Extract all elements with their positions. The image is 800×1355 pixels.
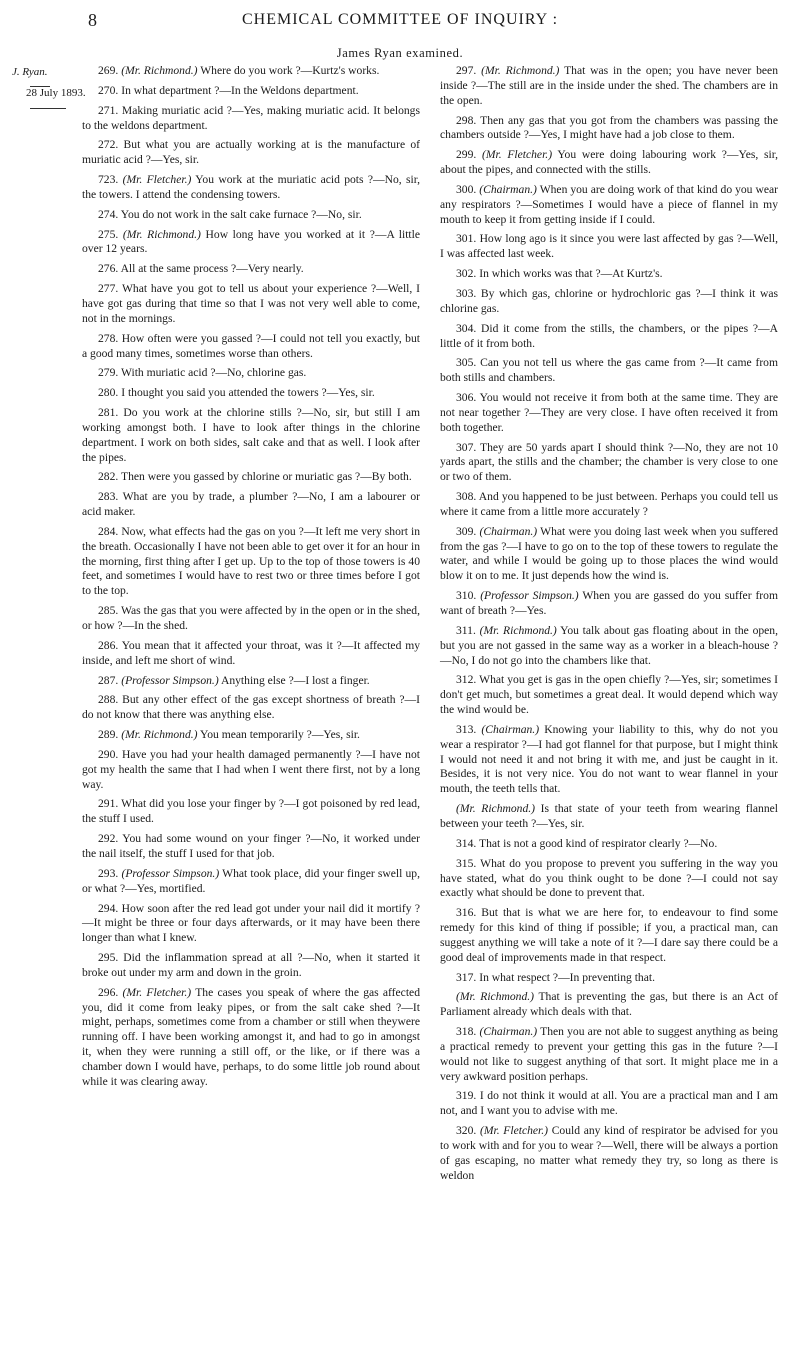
testimony-paragraph [440, 802, 778, 832]
question-number: 313. [456, 722, 477, 736]
testimony-text: They are 50 yards apart I should think ?—No, they are not 10 yards apart, the stills and the chamber; the chamber is very close to one or two of them. [440, 440, 778, 484]
question-number: 282. [98, 470, 119, 484]
testimony-text: By which gas, chlorine or hydrochloric gas ?—I think it was chlorine gas. [440, 286, 778, 315]
question-number: 304. [456, 321, 477, 335]
question-number: 305. [456, 356, 477, 370]
testimony-text: You had some wound on your finger ?—No, it worked under the nail itself, the stuff I used for that job. [82, 832, 421, 860]
question-number: 277. [98, 282, 119, 296]
running-title: CHEMICAL COMMITTEE OF INQUIRY : [241, 11, 559, 28]
question-number: 281. [98, 406, 119, 420]
testimony-paragraph [82, 173, 420, 203]
testimony-text: You mean that it affected your throat, was it ?—It affected my inside, and left me short of wind. [82, 638, 421, 667]
testimony-text: In which works was that ?—At Kurtz's. [479, 267, 663, 281]
question-number: 315. [456, 856, 477, 870]
testimony-paragraph [440, 906, 778, 965]
testimony-text: And you happened to be just between. Perhaps you could tell us where it came from a little more accurately ? [440, 490, 778, 518]
speaker: (Mr. Richmond.) [122, 227, 201, 241]
testimony-text: You do not work in the salt cake furnace ?—No, sir. [120, 207, 362, 221]
question-number: 270. [98, 83, 119, 97]
testimony-text: What took place, did your finger swell up, or what ?—Yes, mortified. [82, 866, 420, 895]
testimony-paragraph [82, 84, 420, 99]
testimony-paragraph [440, 589, 778, 619]
testimony-paragraph [82, 104, 420, 134]
testimony-text: Where do you work ?—Kurtz's works. [200, 64, 380, 77]
question-number: 278. [98, 331, 119, 345]
question-number: 286. [98, 638, 119, 652]
question-number: 319. [456, 1089, 477, 1103]
testimony-text: That is not a good kind of respirator clearly ?—No. [479, 836, 718, 850]
question-number: 297. [456, 64, 477, 77]
question-number: 295. [98, 951, 119, 965]
testimony-text: Could any kind of respirator be advised for you to work with and for you to wear ?—Well, there will be always a portion of gas escaping, no matter what remedy they try, so long as there is weldon [440, 1124, 778, 1182]
question-number: 316. [456, 906, 477, 920]
testimony-text: Did it come from the stills, the chambers, or the pipes ?—A little of it from both. [440, 321, 778, 350]
question-number: 274. [98, 207, 119, 221]
question-number: 310. [456, 589, 477, 603]
testimony-paragraph [82, 728, 420, 743]
question-number: 289. [98, 728, 119, 742]
testimony-text: That was in the open; you have never been inside ?—The still are in the inside under the shed. The chambers are in the open. [440, 64, 778, 107]
question-number: 301. [456, 232, 477, 246]
testimony-text: Can you not tell us where the gas came from ?—It came from both stills and chambers. [440, 356, 778, 385]
testimony-text: What do you propose to prevent you suffering in the way you have stated, what do you think ought to be done ?—I could not say exactly what should be done to prevent that. [440, 856, 778, 900]
testimony-paragraph [82, 490, 420, 520]
question-number: 288. [98, 693, 119, 707]
speaker: (Chairman.) [481, 722, 540, 736]
testimony-paragraph [440, 490, 778, 520]
testimony-paragraph [440, 148, 778, 178]
speaker: (Mr. Fletcher.) [479, 1124, 549, 1138]
testimony-paragraph [82, 262, 420, 277]
testimony-paragraph [440, 114, 778, 144]
testimony-paragraph [82, 208, 420, 223]
testimony-paragraph [82, 525, 420, 599]
speaker: (Mr. Richmond.) [479, 623, 557, 637]
question-number: 312. [456, 673, 477, 687]
testimony-text: Have you had your health damaged permanently ?—I have not got my health the same that I had when I went there first, not by a long way. [82, 747, 420, 791]
question-number: 271. [98, 103, 119, 117]
testimony-paragraph [82, 951, 420, 981]
testimony-text: You were doing labouring work ?—Yes, sir, about the pipes, and connected with the stills. [440, 148, 778, 177]
speaker: (Mr. Fletcher.) [122, 985, 192, 999]
testimony-paragraph [440, 723, 778, 797]
speaker: (Professor Simpson.) [121, 866, 220, 880]
question-number: 306. [456, 391, 477, 405]
testimony-text: How long ago is it since you were last affected by gas ?—Well, I was affected last week. [440, 232, 778, 261]
testimony-paragraph [82, 470, 420, 485]
testimony-paragraph [440, 356, 778, 386]
testimony-text: How long have you worked at it ?—A little over 12 years. [82, 227, 421, 256]
testimony-paragraph [82, 282, 420, 327]
testimony-text: What you get is gas in the open chiefly ?—Yes, sir; sometimes I don't get much, but sometimes a great deal. It would depend which way the wind would be. [440, 673, 778, 717]
testimony-text: Do you work at the chlorine stills ?—No, sir, but still I am working amongst both. I have to look after things in the chlorine department. I work on both sides, salt cake and that as well. I look after the pipes. [82, 406, 420, 464]
question-number: 320. [456, 1124, 477, 1138]
testimony-paragraph [440, 971, 778, 986]
question-number: 318. [456, 1025, 477, 1039]
question-number: 275. [98, 227, 119, 241]
margin-rule [30, 108, 66, 109]
question-number: 287. [98, 673, 119, 687]
testimony-paragraph [440, 837, 778, 852]
question-number: 309. [456, 524, 477, 538]
testimony-paragraph [82, 228, 420, 258]
testimony-text: How often were you gassed ?—I could not tell you exactly, but a good many times, sometimes worse than others. [82, 331, 420, 360]
testimony-paragraph [82, 138, 420, 168]
question-number: 307. [456, 440, 477, 454]
testimony-text: You would not receive it from both at the same time. They are not near together ?—They are very close. I have often received it from both together. [440, 391, 778, 434]
question-number: 290. [98, 747, 119, 761]
testimony-paragraph [82, 332, 420, 362]
testimony-paragraph [440, 673, 778, 718]
speaker: (Mr. Fletcher.) [122, 173, 192, 187]
testimony-paragraph [82, 639, 420, 669]
speaker: (Professor Simpson.) [480, 589, 579, 603]
testimony-text: You mean temporarily ?—Yes, sir. [199, 728, 360, 742]
testimony-text: Knowing your liability to this, why do not you wear a respirator ?—I had got flannel for that purpose, but I might think I would not need it and not bring it with me, and just be caught in it. Besides, it is not very nice. You do not want to wear flannel in your mouth, the teeth tells that. [440, 722, 779, 796]
question-number: 292. [98, 832, 119, 846]
question-number: 294. [98, 901, 119, 915]
testimony-text: How soon after the red lead got under your nail did it mortify ?—It might be three or four days afterwards, or it may have been there longer than what I knew. [82, 901, 420, 945]
speaker: (Chairman.) [479, 182, 537, 196]
testimony-text: When you are gassed do you suffer from want of breath ?—Yes. [440, 589, 778, 617]
testimony-text: Then any gas that you got from the chambers was passing the chambers outside ?—Yes, I might have had a job close to them. [440, 113, 778, 142]
testimony-paragraph [440, 1025, 778, 1084]
testimony-text: All at the same process ?—Very nearly. [120, 262, 304, 276]
speaker: (Mr. Fletcher.) [481, 148, 553, 162]
witness-line: James Ryan examined. [336, 46, 464, 60]
testimony-text: What are you by trade, a plumber ?—No, I am a labourer or acid maker. [82, 490, 420, 519]
question-number: 272. [98, 138, 119, 152]
speaker: (Professor Simpson.) [121, 673, 219, 687]
testimony-paragraph [440, 64, 778, 109]
testimony-paragraph [440, 1124, 778, 1183]
speaker: (Mr. Richmond.) [121, 64, 198, 77]
testimony-text: Then were you gassed by chlorine or muriatic gas ?—By both. [121, 470, 412, 484]
testimony-text: Making muriatic acid ?—Yes, making muriatic acid. It belongs to the weldons department. [82, 103, 420, 132]
testimony-paragraph [440, 525, 778, 584]
testimony-paragraph [82, 674, 420, 689]
question-number: 296. [98, 985, 119, 999]
question-number: 293. [98, 866, 119, 880]
testimony-text: Now, what effects had the gas on you ?—It left me very short in the breath. Occasionally I have not been able to get over it for an hour in the morning, first thing after I get up. Up to the top of those towers is 40 feet, and sometimes I would have to rest two or three times before I got to the top. [82, 524, 420, 598]
testimony-text: Is that state of your teeth from wearing flannel between your teeth ?—Yes, sir. [440, 802, 778, 830]
testimony-text: Was the gas that you were affected by in the open or in the shed, or how ?—In the shed. [82, 604, 420, 632]
testimony-text: But any other effect of the gas except shortness of breath ?—I do not know that there was anything else. [82, 693, 420, 722]
question-number: 279. [98, 366, 119, 380]
testimony-paragraph [82, 693, 420, 723]
testimony-text: Then you are not able to suggest anything as being a practical remedy to prevent your getting this gas in the future ?—I would not like to suggest anything of that sort. It might place me in a very awkward position perhaps. [440, 1025, 778, 1083]
speaker: (Mr. Richmond.) [456, 990, 535, 1004]
testimony-paragraph [82, 386, 420, 401]
testimony-text: In what respect ?—In preventing that. [479, 970, 655, 984]
question-number: 723. [98, 173, 119, 187]
question-number: 298. [456, 113, 477, 127]
page-number: 8 [88, 10, 97, 30]
question-number: 317. [456, 970, 477, 984]
testimony-paragraph [82, 902, 420, 947]
testimony-text: With muriatic acid ?—No, chlorine gas. [121, 366, 307, 380]
question-number: 299. [456, 148, 477, 162]
speaker: (Mr. Richmond.) [121, 728, 198, 742]
speaker: (Chairman.) [479, 1025, 538, 1039]
testimony-paragraph [440, 857, 778, 902]
testimony-text: What did you lose your finger by ?—I got poisoned by red lead, the stuff I used. [82, 797, 420, 826]
testimony-text: But what you are actually working at is the manufacture of muriatic acid ?—Yes, sir. [82, 138, 420, 167]
testimony-text: I do not think it would at all. You are a practical man and I am not, and I want you to advise with me. [440, 1089, 778, 1118]
testimony-text: When you are doing work of that kind do you wear any respirators ?—Sometimes I would have a piece of flannel in my mouth to keep it from getting inside if I could. [440, 182, 778, 226]
question-number: 283. [98, 490, 119, 504]
testimony-paragraph [440, 624, 778, 669]
testimony-paragraph [82, 797, 420, 827]
right-column [440, 64, 778, 1189]
testimony-text: Did the inflammation spread at all ?—No, when it started it broke out under my arm and down in the groin. [82, 951, 420, 979]
question-number: 269. [98, 64, 119, 77]
question-number: 311. [456, 623, 476, 637]
testimony-paragraph [440, 391, 778, 436]
testimony-paragraph [440, 183, 778, 228]
speaker: (Mr. Richmond.) [456, 802, 536, 816]
margin-date: 28 July 1893. [26, 87, 86, 99]
testimony-text: What were you doing last week when you suffered from the gas ?—I have to go on to the top of these towers to regulate the water, and while I would be going up to those places the wind would blow it on to me. It just depends how the wind is. [440, 524, 778, 583]
question-number: 303. [456, 286, 477, 300]
question-number: 280. [98, 386, 119, 400]
testimony-paragraph [440, 267, 778, 282]
speaker: (Chairman.) [479, 524, 538, 538]
testimony-paragraph [440, 441, 778, 486]
question-number: 308. [456, 490, 477, 504]
testimony-paragraph [440, 322, 778, 352]
testimony-paragraph [440, 232, 778, 262]
testimony-paragraph [82, 986, 420, 1090]
testimony-text: The cases you speak of where the gas affected you, did it come from leaky pipes, or from the salt cake shed ?—It might, perhaps, sometimes come from a chamber or still when theywere running off. I have been working amongst it, and had to go in amongst it, when they were running a still off, or the like, or if there was a chamber down I would have, perhaps, to do some little job round about while it was clearing away. [82, 985, 420, 1088]
question-number: 276. [98, 262, 119, 276]
testimony-paragraph [82, 406, 420, 465]
testimony-paragraph [440, 287, 778, 317]
testimony-text: That is preventing the gas, but there is an Act of Parliament already which deals with that. [440, 990, 778, 1019]
question-number: 291. [98, 797, 119, 811]
testimony-paragraph [82, 604, 420, 634]
testimony-paragraph [440, 1089, 778, 1119]
testimony-paragraph [82, 64, 420, 79]
question-number: 284. [98, 524, 119, 538]
left-column [82, 64, 420, 1095]
testimony-paragraph [82, 366, 420, 381]
question-number: 302. [456, 267, 477, 281]
testimony-text: You talk about gas floating about in the open, but you are not gassed in the same way as a worker in a bleach-house ?—No, I do not go into the chambers like that. [440, 623, 779, 667]
margin-witness-name: J. Ryan. [12, 66, 48, 78]
testimony-paragraph [82, 748, 420, 793]
testimony-paragraph [82, 867, 420, 897]
question-number: 300. [456, 182, 477, 196]
testimony-text: But that is what we are here for, to endeavour to find some remedy for this kind of thing if possible; if you, a practical man, can suggest anything we will take a note of it ?—I dare say there could be a good deal of improvements made in that respect. [440, 906, 778, 964]
testimony-text: I thought you said you attended the towers ?—Yes, sir. [121, 386, 375, 400]
testimony-paragraph [82, 832, 420, 862]
testimony-text: Anything else ?—I lost a finger. [220, 673, 370, 687]
speaker: (Mr. Richmond.) [481, 64, 560, 77]
testimony-text: In what department ?—In the Weldons department. [121, 83, 359, 97]
testimony-paragraph [440, 990, 778, 1020]
testimony-text: What have you got to tell us about your experience ?—Well, I have got gas during that time so that I was not very well able to come, not in the mornings. [82, 282, 420, 325]
question-number: 314. [456, 836, 477, 850]
question-number: 285. [98, 604, 119, 618]
testimony-text: You work at the muriatic acid pots ?—No, sir, the towers. I attend the condensing towers. [82, 173, 420, 201]
